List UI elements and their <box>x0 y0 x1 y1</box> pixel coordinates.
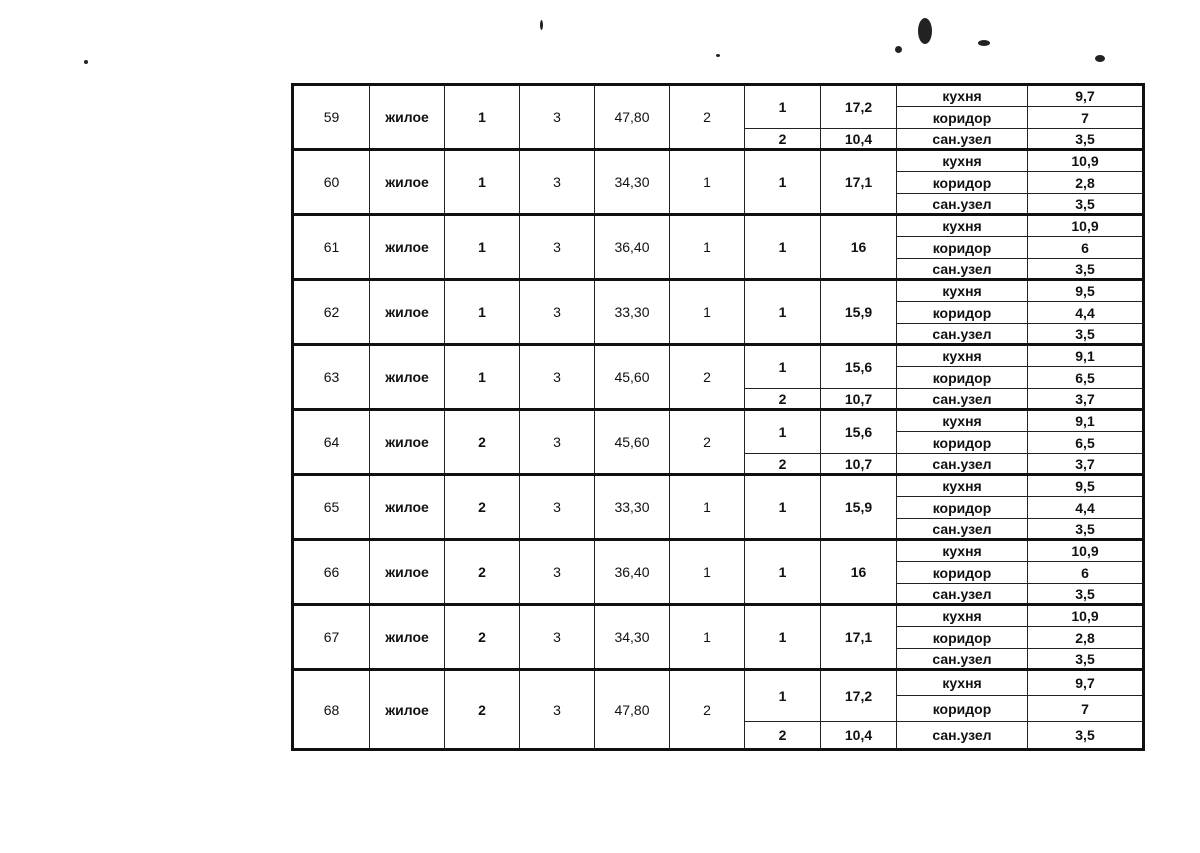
auxiliary-room-area-cell: 10,9 <box>1028 540 1144 562</box>
auxiliary-room-area-cell: 9,1 <box>1028 345 1144 367</box>
apartments-table-body <box>293 85 1144 750</box>
auxiliary-room-name-cell: сан.узел <box>897 649 1028 670</box>
total-area-cell: 34,30 <box>595 150 670 215</box>
auxiliary-room-area-cell: 10,9 <box>1028 150 1144 172</box>
apartment-number-cell: 65 <box>293 475 370 540</box>
total-area-cell: 36,40 <box>595 540 670 605</box>
premises-type-cell: жилое <box>370 475 445 540</box>
table-row <box>293 215 1144 237</box>
apartment-number-cell: 67 <box>293 605 370 670</box>
section-cell: 2 <box>445 540 520 605</box>
auxiliary-room-area-cell: 6,5 <box>1028 367 1144 389</box>
table-row <box>293 410 1144 432</box>
auxiliary-room-name-cell: сан.узел <box>897 584 1028 605</box>
auxiliary-room-name-cell: кухня <box>897 475 1028 497</box>
room-number-cell: 1 <box>745 150 821 215</box>
auxiliary-room-name-cell: кухня <box>897 410 1028 432</box>
section-cell: 1 <box>445 345 520 410</box>
auxiliary-room-name-cell: кухня <box>897 540 1028 562</box>
apartment-number-cell: 64 <box>293 410 370 475</box>
room-number-cell: 1 <box>745 475 821 540</box>
section-cell: 1 <box>445 280 520 345</box>
rooms-count-cell: 1 <box>670 605 745 670</box>
scan-speck <box>84 60 88 64</box>
room-area-cell: 17,2 <box>821 670 897 722</box>
auxiliary-room-name-cell: коридор <box>897 432 1028 454</box>
table-row <box>293 670 1144 696</box>
floor-cell: 3 <box>520 345 595 410</box>
auxiliary-room-name-cell: коридор <box>897 497 1028 519</box>
floor-cell: 3 <box>520 605 595 670</box>
total-area-cell: 45,60 <box>595 410 670 475</box>
floor-cell: 3 <box>520 410 595 475</box>
total-area-cell: 36,40 <box>595 215 670 280</box>
auxiliary-room-area-cell: 9,7 <box>1028 85 1144 107</box>
section-cell: 2 <box>445 670 520 750</box>
apartment-number-cell: 63 <box>293 345 370 410</box>
total-area-cell: 47,80 <box>595 85 670 150</box>
auxiliary-room-name-cell: сан.узел <box>897 722 1028 750</box>
premises-type-cell: жилое <box>370 85 445 150</box>
premises-type-cell: жилое <box>370 670 445 750</box>
room-number-cell: 2 <box>745 389 821 410</box>
premises-type-cell: жилое <box>370 410 445 475</box>
apartment-number-cell: 61 <box>293 215 370 280</box>
auxiliary-room-area-cell: 3,5 <box>1028 584 1144 605</box>
apartments-table <box>291 83 1145 751</box>
section-cell: 2 <box>445 475 520 540</box>
auxiliary-room-name-cell: коридор <box>897 696 1028 722</box>
auxiliary-room-area-cell: 10,9 <box>1028 215 1144 237</box>
auxiliary-room-area-cell: 6 <box>1028 237 1144 259</box>
auxiliary-room-name-cell: сан.узел <box>897 324 1028 345</box>
section-cell: 1 <box>445 150 520 215</box>
scan-speck <box>716 54 720 57</box>
room-area-cell: 17,2 <box>821 85 897 129</box>
room-number-cell: 1 <box>745 670 821 722</box>
premises-type-cell: жилое <box>370 345 445 410</box>
room-number-cell: 1 <box>745 215 821 280</box>
auxiliary-room-area-cell: 3,7 <box>1028 389 1144 410</box>
rooms-count-cell: 2 <box>670 670 745 750</box>
premises-type-cell: жилое <box>370 280 445 345</box>
room-area-cell: 15,9 <box>821 280 897 345</box>
room-area-cell: 15,9 <box>821 475 897 540</box>
section-cell: 2 <box>445 605 520 670</box>
auxiliary-room-name-cell: коридор <box>897 172 1028 194</box>
room-number-cell: 2 <box>745 454 821 475</box>
scan-speck <box>895 46 902 53</box>
auxiliary-room-name-cell: коридор <box>897 562 1028 584</box>
floor-cell: 3 <box>520 215 595 280</box>
room-number-cell: 1 <box>745 85 821 129</box>
auxiliary-room-area-cell: 6,5 <box>1028 432 1144 454</box>
premises-type-cell: жилое <box>370 540 445 605</box>
table-row <box>293 150 1144 172</box>
rooms-count-cell: 2 <box>670 345 745 410</box>
auxiliary-room-area-cell: 10,9 <box>1028 605 1144 627</box>
auxiliary-room-name-cell: коридор <box>897 107 1028 129</box>
apartment-number-cell: 66 <box>293 540 370 605</box>
auxiliary-room-area-cell: 9,1 <box>1028 410 1144 432</box>
section-cell: 1 <box>445 215 520 280</box>
auxiliary-room-area-cell: 3,5 <box>1028 194 1144 215</box>
auxiliary-room-area-cell: 3,5 <box>1028 722 1144 750</box>
auxiliary-room-name-cell: кухня <box>897 85 1028 107</box>
rooms-count-cell: 1 <box>670 280 745 345</box>
auxiliary-room-area-cell: 3,7 <box>1028 454 1144 475</box>
auxiliary-room-name-cell: кухня <box>897 280 1028 302</box>
apartment-number-cell: 62 <box>293 280 370 345</box>
auxiliary-room-area-cell: 4,4 <box>1028 497 1144 519</box>
auxiliary-room-name-cell: кухня <box>897 670 1028 696</box>
room-number-cell: 1 <box>745 605 821 670</box>
auxiliary-room-name-cell: коридор <box>897 237 1028 259</box>
apartment-number-cell: 68 <box>293 670 370 750</box>
premises-type-cell: жилое <box>370 605 445 670</box>
floor-cell: 3 <box>520 540 595 605</box>
total-area-cell: 34,30 <box>595 605 670 670</box>
total-area-cell: 33,30 <box>595 280 670 345</box>
room-area-cell: 16 <box>821 215 897 280</box>
floor-cell: 3 <box>520 280 595 345</box>
auxiliary-room-area-cell: 7 <box>1028 696 1144 722</box>
auxiliary-room-name-cell: коридор <box>897 627 1028 649</box>
room-number-cell: 1 <box>745 410 821 454</box>
room-number-cell: 2 <box>745 129 821 150</box>
rooms-count-cell: 1 <box>670 150 745 215</box>
auxiliary-room-area-cell: 6 <box>1028 562 1144 584</box>
room-area-cell: 16 <box>821 540 897 605</box>
table-row <box>293 280 1144 302</box>
room-number-cell: 2 <box>745 722 821 750</box>
total-area-cell: 45,60 <box>595 345 670 410</box>
total-area-cell: 33,30 <box>595 475 670 540</box>
auxiliary-room-area-cell: 9,5 <box>1028 280 1144 302</box>
auxiliary-room-name-cell: сан.узел <box>897 389 1028 410</box>
auxiliary-room-name-cell: сан.узел <box>897 259 1028 280</box>
room-area-cell: 17,1 <box>821 150 897 215</box>
room-area-cell: 17,1 <box>821 605 897 670</box>
section-cell: 1 <box>445 85 520 150</box>
table-row <box>293 540 1144 562</box>
rooms-count-cell: 1 <box>670 215 745 280</box>
scan-speck <box>1095 55 1105 62</box>
rooms-count-cell: 2 <box>670 410 745 475</box>
scan-speck <box>978 40 990 46</box>
auxiliary-room-name-cell: сан.узел <box>897 454 1028 475</box>
auxiliary-room-area-cell: 2,8 <box>1028 627 1144 649</box>
floor-cell: 3 <box>520 150 595 215</box>
rooms-count-cell: 2 <box>670 85 745 150</box>
scan-speck <box>540 20 543 30</box>
table-row <box>293 85 1144 107</box>
room-number-cell: 1 <box>745 345 821 389</box>
auxiliary-room-name-cell: сан.узел <box>897 129 1028 150</box>
premises-type-cell: жилое <box>370 215 445 280</box>
rooms-count-cell: 1 <box>670 540 745 605</box>
premises-type-cell: жилое <box>370 150 445 215</box>
room-number-cell: 1 <box>745 540 821 605</box>
auxiliary-room-name-cell: кухня <box>897 215 1028 237</box>
auxiliary-room-name-cell: сан.узел <box>897 519 1028 540</box>
room-area-cell: 15,6 <box>821 345 897 389</box>
auxiliary-room-name-cell: коридор <box>897 302 1028 324</box>
auxiliary-room-area-cell: 3,5 <box>1028 519 1144 540</box>
auxiliary-room-area-cell: 9,7 <box>1028 670 1144 696</box>
apartment-number-cell: 60 <box>293 150 370 215</box>
room-area-cell: 10,4 <box>821 129 897 150</box>
room-number-cell: 1 <box>745 280 821 345</box>
scan-speck <box>918 18 932 44</box>
auxiliary-room-area-cell: 9,5 <box>1028 475 1144 497</box>
room-area-cell: 15,6 <box>821 410 897 454</box>
rooms-count-cell: 1 <box>670 475 745 540</box>
auxiliary-room-area-cell: 2,8 <box>1028 172 1144 194</box>
floor-cell: 3 <box>520 670 595 750</box>
room-area-cell: 10,7 <box>821 454 897 475</box>
auxiliary-room-name-cell: коридор <box>897 367 1028 389</box>
floor-cell: 3 <box>520 475 595 540</box>
room-area-cell: 10,4 <box>821 722 897 750</box>
auxiliary-room-area-cell: 4,4 <box>1028 302 1144 324</box>
auxiliary-room-area-cell: 7 <box>1028 107 1144 129</box>
auxiliary-room-name-cell: кухня <box>897 150 1028 172</box>
floor-cell: 3 <box>520 85 595 150</box>
table-row <box>293 345 1144 367</box>
apartment-number-cell: 59 <box>293 85 370 150</box>
auxiliary-room-name-cell: сан.узел <box>897 194 1028 215</box>
auxiliary-room-name-cell: кухня <box>897 345 1028 367</box>
auxiliary-room-name-cell: кухня <box>897 605 1028 627</box>
total-area-cell: 47,80 <box>595 670 670 750</box>
auxiliary-room-area-cell: 3,5 <box>1028 259 1144 280</box>
section-cell: 2 <box>445 410 520 475</box>
table-row <box>293 475 1144 497</box>
auxiliary-room-area-cell: 3,5 <box>1028 649 1144 670</box>
auxiliary-room-area-cell: 3,5 <box>1028 324 1144 345</box>
auxiliary-room-area-cell: 3,5 <box>1028 129 1144 150</box>
table-row <box>293 605 1144 627</box>
room-area-cell: 10,7 <box>821 389 897 410</box>
